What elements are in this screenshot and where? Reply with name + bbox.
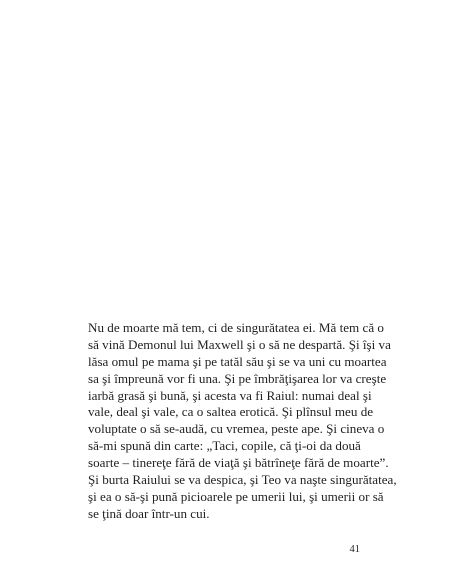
text-line: vale, deal şi vale, ca o saltea erotică. Şi plînsul meu de — [88, 404, 374, 420]
text-line: să-mi spună din carte: „Taci, copile, că ţi-oi da două — [88, 438, 361, 454]
text-line: se ţină doar într-un cui. — [88, 505, 210, 521]
text-line: şi ea o să-şi pună picioarele pe umerii lui, şi umerii or să — [88, 488, 384, 504]
text-line: soarte – tinereţe fără de viaţă şi bătrîneţe fără de moarte”. — [88, 455, 389, 471]
text-line: iarbă grasă şi bună, şi acesta va fi Raiul: numai deal şi — [88, 387, 372, 403]
page-number: 41 — [349, 544, 360, 555]
text-line: să vină Demonul lui Maxwell şi o să ne despartă. Şi îşi va — [88, 336, 391, 352]
text-line: sa şi împreună vor fi una. Şi pe îmbrăţişarea lor va creşte — [88, 370, 387, 386]
text-line: Şi burta Raiului se va despica, şi Teo va naşte singurătatea, — [88, 472, 397, 488]
text-line: Nu de moarte mă tem, ci de singurătatea ei. Mă tem că o — [88, 320, 384, 335]
text-line: voluptate o să se-audă, cu vremea, peste ape. Şi cineva o — [88, 421, 385, 437]
body-paragraph — [88, 320, 397, 523]
text-line: lăsa omul pe mama şi pe tatăl său şi se va uni cu moartea — [88, 353, 387, 369]
